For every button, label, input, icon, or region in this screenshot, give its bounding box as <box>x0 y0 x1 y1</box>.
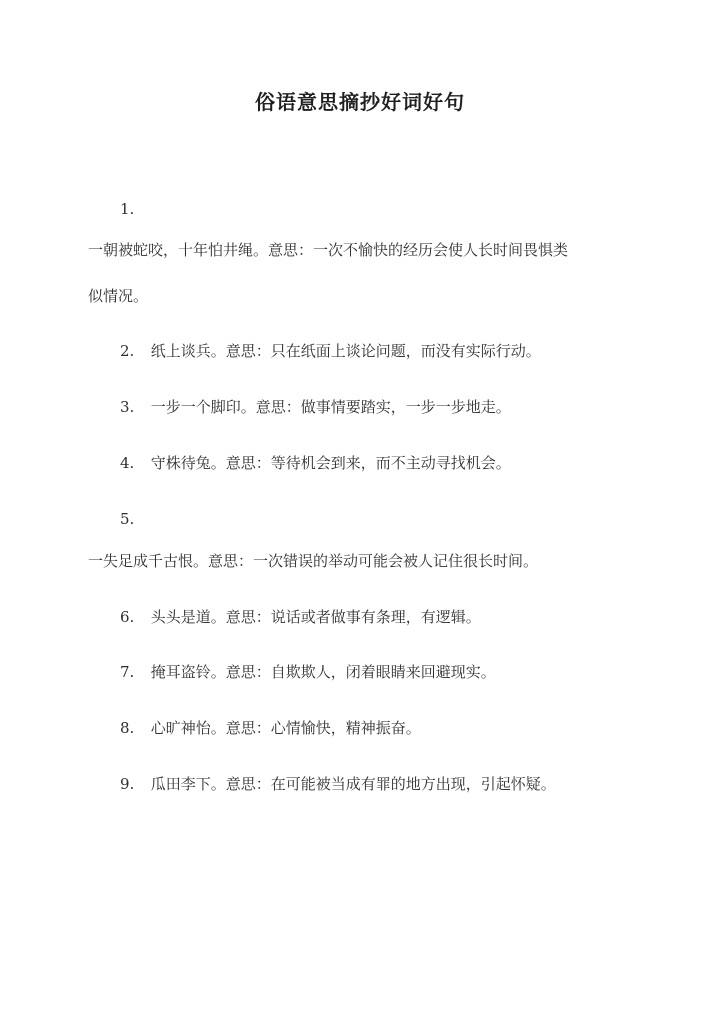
list-item-text-1-line2: 似情况。 <box>88 287 149 305</box>
list-item-7 <box>120 662 496 682</box>
list-item-number-5: 5. <box>120 510 135 528</box>
list-item-number-3: 3. <box>120 398 135 416</box>
list-item-text-8: 心旷神怡。意思：心情愉快，精神振奋。 <box>150 719 421 737</box>
list-item-9 <box>120 774 556 794</box>
list-item-number-1: 1. <box>120 200 135 218</box>
list-item-3 <box>120 397 511 417</box>
list-item-text-2: 纸上谈兵。意思：只在纸面上谈论问题，而没有实际行动。 <box>150 342 541 360</box>
list-item-text-4: 守株待兔。意思：等待机会到来，而不主动寻找机会。 <box>150 454 511 472</box>
list-item-2 <box>120 341 541 361</box>
list-item-4 <box>120 453 511 473</box>
list-item-number-2: 2. <box>120 342 135 360</box>
list-item-number-9: 9. <box>120 775 135 793</box>
document-title: 俗语意思摘抄好词好句 <box>255 90 465 114</box>
list-item-number-7: 7. <box>120 663 135 681</box>
list-item-number-6: 6. <box>120 608 135 626</box>
list-item-6 <box>120 607 481 627</box>
list-item-text-5: 一失足成千古恨。意思：一次错误的举动可能会被人记住很长时间。 <box>88 552 539 570</box>
list-item-text-9: 瓜田李下。意思：在可能被当成有罪的地方出现，引起怀疑。 <box>150 775 556 793</box>
list-item-text-7: 掩耳盗铃。意思：自欺欺人，闭着眼睛来回避现实。 <box>150 663 496 681</box>
list-item-text-1-line1: 一朝被蛇咬，十年怕井绳。意思：一次不愉快的经历会使人长时间畏惧类 <box>88 241 569 259</box>
list-item-text-3: 一步一个脚印。意思：做事情要踏实，一步一步地走。 <box>150 398 511 416</box>
list-item-8 <box>120 718 421 738</box>
list-item-number-8: 8. <box>120 719 135 737</box>
list-item-text-6: 头头是道。意思：说话或者做事有条理，有逻辑。 <box>150 608 481 626</box>
list-item-number-4: 4. <box>120 454 135 472</box>
